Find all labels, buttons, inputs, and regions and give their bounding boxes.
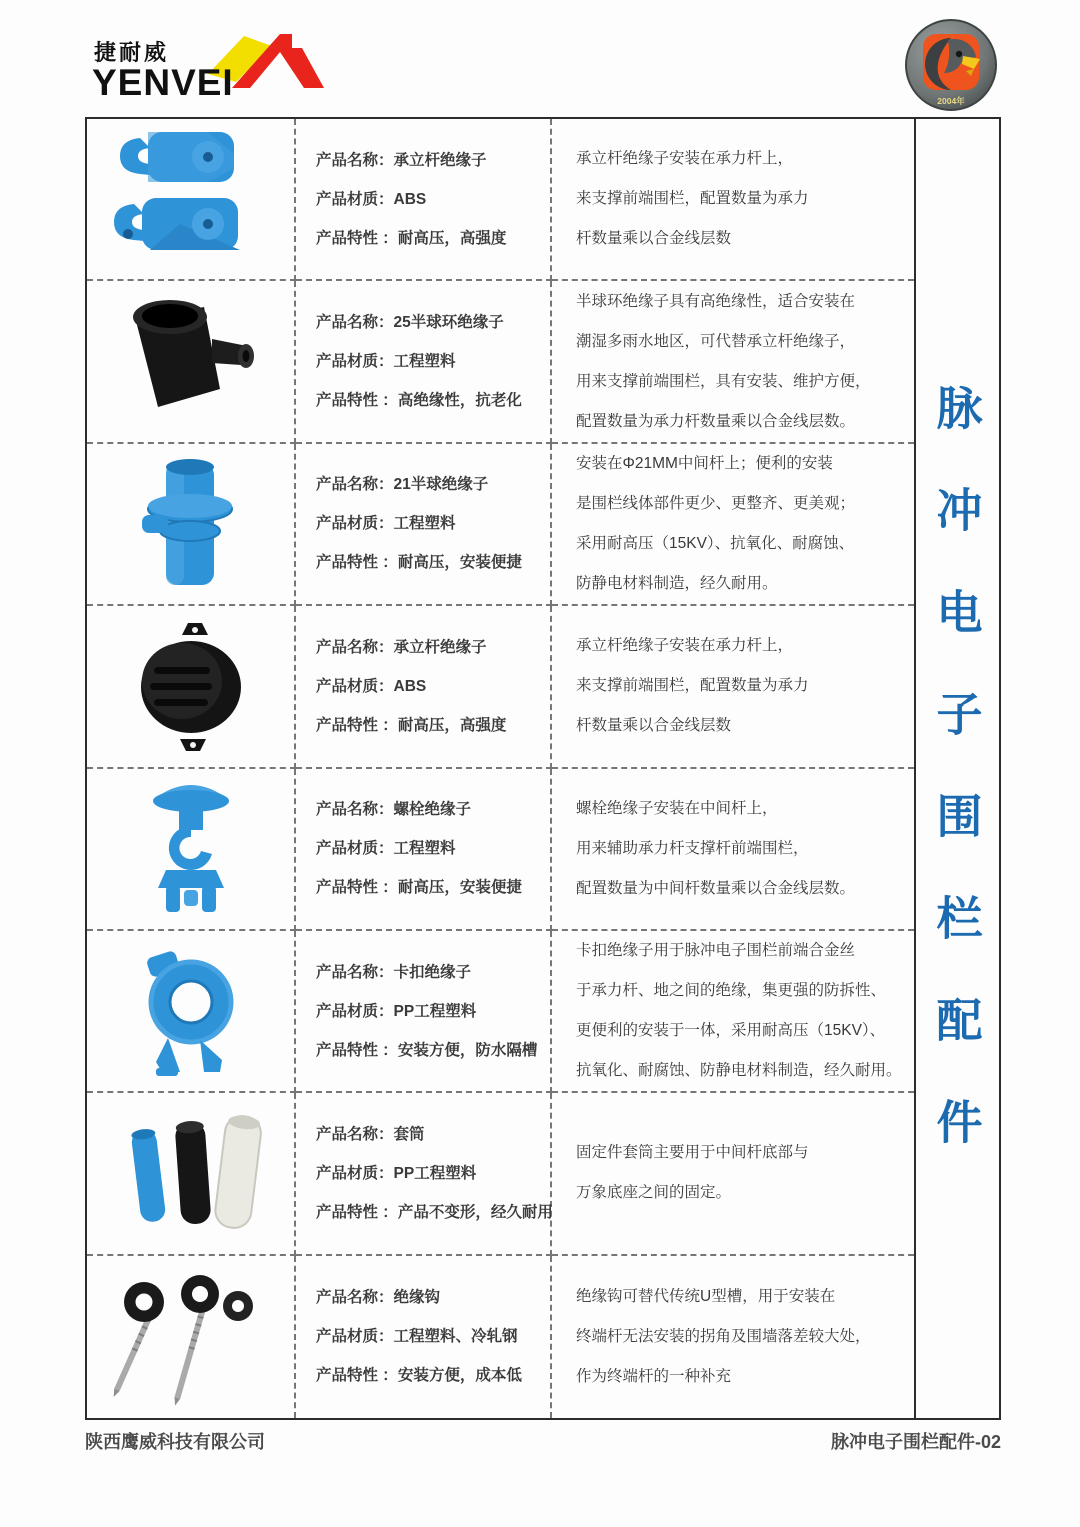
table-row-4-specs: 产品名称：承立杆绝缘子 产品材质：ABS 产品特性 ：耐高压，高强度 <box>296 606 552 768</box>
black-pole-insulator-photo <box>96 611 286 761</box>
footer-company-name: 陕西鹰威科技有限公司 <box>85 1432 265 1452</box>
table-row-1-image-cell <box>87 119 296 281</box>
spec-feature-label: 产品特性 ： <box>316 229 398 247</box>
table-row-1-specs <box>296 119 552 281</box>
spec-name-label: 产品名称： <box>316 151 394 169</box>
table-row-8-description: 绝缘钩可替代传统U型槽，用于安装在 终端杆无法安装的拐角及围墙落差较大处， 作为终端杆的一种补充 <box>576 1287 871 1385</box>
table-row-5-specs: 产品名称：螺栓绝缘子 产品材质：工程塑料 产品特性 ：耐高压，安装便捷 <box>296 769 552 931</box>
table-row-6-specs: 产品名称：卡扣绝缘子 产品材质：PP工程塑料 产品特性 ：安装方便，防水隔槽 <box>296 931 552 1093</box>
badge-year-text: 2004年 <box>937 96 965 106</box>
table-row-6-description: 卡扣绝缘子用于脉冲电子围栏前端合金丝 于承力杆、地之间的绝缘，集更强的防拆性、 更便利的安装于一体，采用耐高压（15KV）、 抗氧化、耐腐蚀、防静电材料制造，经久耐用。 <box>552 931 914 1093</box>
table-row-1-description: 承立杆绝缘子安装在承力杆上， 来支撑前端围栏，配置数量为承力 杆数量乘以合金线层数 <box>552 119 914 281</box>
company-logo <box>88 28 328 112</box>
table-row-2-image-cell <box>87 281 296 443</box>
table-row-2-specs: 产品名称：25半球环绝缘子 产品材质：工程塑料 产品特性 ：高绝缘性，抗老化 <box>296 281 552 443</box>
eagle-badge <box>903 16 999 116</box>
sleeve-tubes-photo <box>96 1098 286 1248</box>
product-table <box>85 117 1001 1420</box>
blue-bolt-insulator-photo <box>96 774 286 924</box>
table-row-4-description: 承立杆绝缘子安装在承力杆上， 来支撑前端围栏，配置数量为承力 杆数量乘以合金线层数 <box>552 606 914 768</box>
insulation-hooks-photo <box>96 1262 286 1412</box>
spec-material-value: ABS <box>393 190 427 208</box>
category-title: 脉冲电子围栏配件 <box>930 383 983 1200</box>
table-row-7-description: 固定件套筒主要用于中间杆底部与 万象底座之间的固定。 <box>552 1093 914 1255</box>
logo-text-cn: 捷耐威 <box>94 40 170 65</box>
table-row-7-image-cell <box>87 1093 296 1255</box>
footer-page-label: 脉冲电子围栏配件-02 <box>830 1432 1001 1452</box>
spec-name-value: 承立杆绝缘子 <box>393 151 487 169</box>
spec-material-label: 产品材质： <box>316 190 394 208</box>
spec-feature-value: 耐高压，高强度 <box>397 229 507 247</box>
blue-hemisphere-insulator-photo <box>96 449 286 599</box>
blue-pole-clamp-insulator-photo <box>96 124 286 274</box>
table-row-3-description: 安装在Φ21MM中间杆上；便利的安装 是围栏线体部件更少、更整齐、更美观； 采用耐高压（15KV）、抗氧化、耐腐蚀、 防静电材料制造，经久耐用。 <box>552 444 914 606</box>
blue-snap-insulator-photo <box>96 936 286 1086</box>
table-row-3-specs: 产品名称：21半球绝缘子 产品材质：工程塑料 产品特性 ：耐高压，安装便捷 <box>296 444 552 606</box>
table-row-5-image-cell <box>87 769 296 931</box>
logo-text-en: YENVEI <box>92 62 234 103</box>
table-row-2-description: 半球环绝缘子具有高绝缘性，适合安装在 潮湿多雨水地区，可代替承立杆绝缘子， 用来支撑前端围栏，具有安装、维护方便， 配置数量为承力杆数量乘以合金线层数。 <box>552 281 914 443</box>
table-row-8-image-cell <box>87 1256 296 1418</box>
sidebar-category-cell <box>914 119 997 1418</box>
page-footer <box>85 1428 1001 1454</box>
black-hemisphere-ring-insulator-photo <box>96 287 286 437</box>
table-row-7-specs: 产品名称：套筒 产品材质：PP工程塑料 产品特性 ：产品不变形，经久耐用 <box>296 1093 552 1255</box>
table-row-5-description: 螺栓绝缘子安装在中间杆上， 用来辅助承力杆支撑杆前端围栏， 配置数量为中间杆数量乘以合金线层数。 <box>552 769 914 931</box>
table-row-6-image-cell <box>87 931 296 1093</box>
table-row-8-specs: 产品名称：绝缘钩 产品材质：工程塑料、冷轧钢 产品特性 ：安装方便，成本低 <box>296 1256 552 1418</box>
table-row-4-image-cell <box>87 606 296 768</box>
table-row-3-image-cell <box>87 444 296 606</box>
